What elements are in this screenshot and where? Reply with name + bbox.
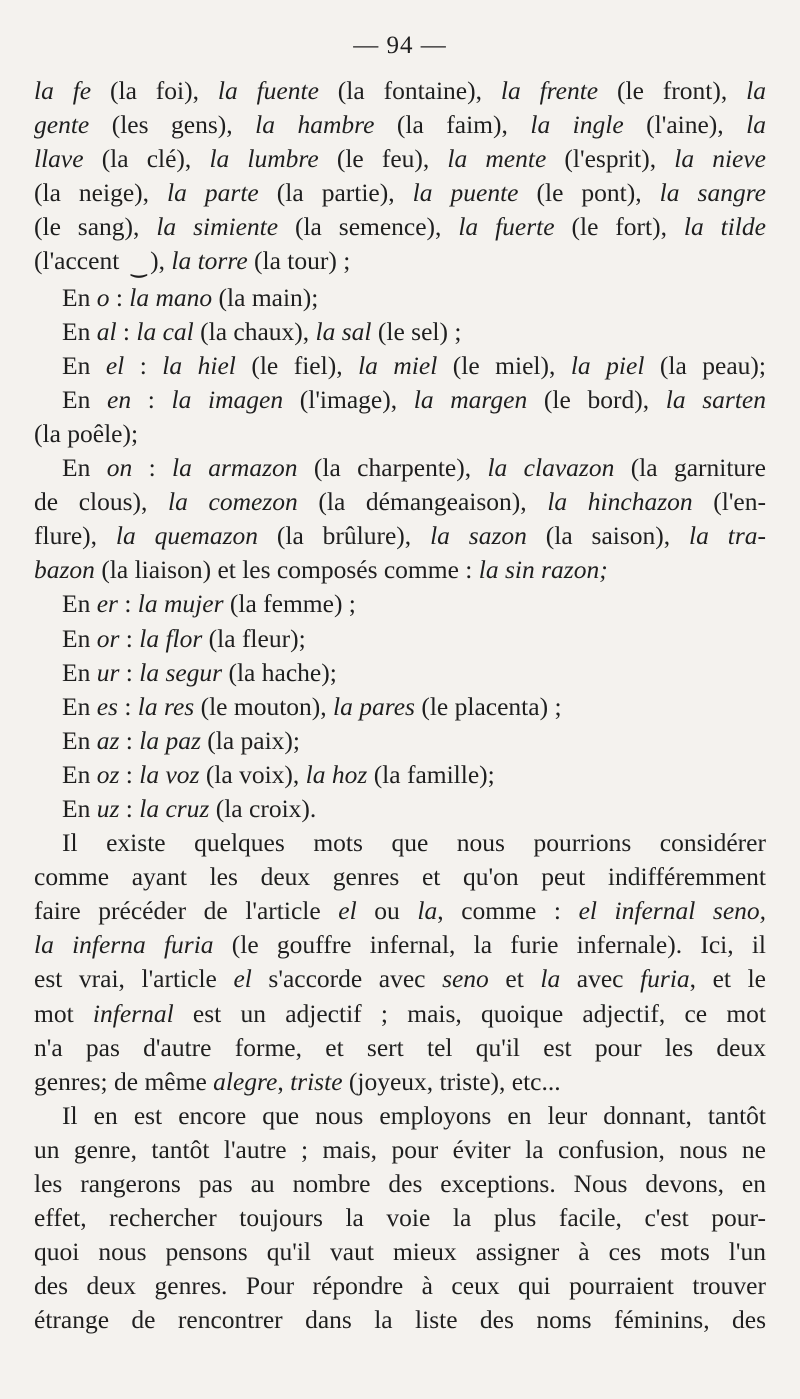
italic-term: el infernal seno, [578,896,767,926]
italic-term: la margen [413,384,528,414]
text-line [34,622,766,656]
italic-term: az [96,725,120,755]
text-line [34,656,766,690]
text-run: , et le [689,964,766,994]
italic-term: la flor [139,623,203,653]
text-run: (le pont), [518,178,660,208]
text-run: (la démangeaison), [297,487,548,517]
italic-term: la pares [333,691,415,721]
text-run: (l'en- [692,487,766,517]
text-run: (le front), [598,76,747,105]
italic-term: la nieve [674,144,766,174]
text-run: flure), [34,521,116,551]
text-run: quoi nous pensons qu'il vaut mieux assigner à ces mots l'un [34,1237,766,1267]
text-run: (le mouton), [194,691,334,721]
text-run: En [62,589,97,619]
italic-term: la [417,896,438,926]
text-run: Il existe quelques mots que nous pourrions considérer [62,828,766,858]
text-run: (la charpente), [297,453,488,483]
italic-term: la paz [139,725,201,755]
text-run: : [119,725,140,755]
text-run: (la garniture [614,453,766,483]
italic-term: la fuente [217,76,319,105]
italic-term: la simiente [156,212,279,242]
italic-term: la torre [171,246,248,276]
text-line [34,74,766,108]
text-run: En [62,623,97,653]
text-run: (le fiel), [235,350,359,380]
text-run: (la peau); [644,350,766,380]
text-line [34,383,766,417]
text-run: (la saison), [526,521,690,551]
italic-term: la cal [136,316,194,346]
text-run: (la partie), [258,178,413,208]
italic-term: la puente [412,178,519,208]
text-run: mot [34,998,93,1028]
italic-term: la tra- [689,521,766,551]
text-line [34,894,766,928]
text-line [34,210,766,244]
text-run: : [109,282,130,312]
text-run: ou [356,896,418,926]
text-run: (l'accent [34,246,126,276]
text-line [34,485,766,519]
text-run: En [62,384,107,414]
text-run: (le bord), [527,384,666,414]
italic-term: infernal [92,998,174,1028]
italic-term: la hambre [255,110,375,140]
italic-term: en [107,384,132,414]
text-run: En [62,282,97,312]
text-run: n'a pas d'autre forme, et sert tel qu'il est pour les deux [34,1032,766,1062]
italic-term: seno [442,964,489,994]
italic-term: la clavazon [487,453,615,483]
italic-term: la cruz [139,793,210,823]
italic-term: la fe [34,76,92,105]
italic-term: la mano [129,282,213,312]
text-line [34,1099,766,1133]
text-line [34,928,766,962]
text-line [34,1133,766,1167]
italic-term: or [96,623,120,653]
italic-term: la inferna furia [34,930,214,960]
text-run: des deux genres. Pour répondre à ceux qui pourraient trouver [34,1271,766,1301]
text-run: (le placenta) ; [414,691,562,721]
text-run: (la hache); [222,657,337,687]
text-run: (le feu), [318,144,448,174]
text-line [34,244,766,280]
italic-term: la hiel [162,350,236,380]
text-run: (la croix). [209,793,317,823]
text-run: ), [150,246,172,276]
italic-term: oz [96,759,120,789]
italic-term: gente [34,110,90,140]
text-line [34,1303,766,1337]
italic-term: la armazon [172,453,298,483]
italic-term: on [106,453,133,483]
text-run: (la tour) ; [247,246,351,276]
text-run: Il en est encore que nous employons en leur donnant, tantôt [62,1100,766,1130]
body-text [34,74,766,1337]
text-run: (la neige), [34,178,168,208]
text-run: (la faim), [374,110,531,140]
text-run: : [117,691,138,721]
italic-term: la [746,76,766,105]
italic-term: alegre [213,1066,278,1096]
italic-term: la sal [315,316,372,346]
text-line [34,758,766,792]
text-line [34,1167,766,1201]
text-run: (la chaux), [193,316,316,346]
italic-term: la frente [500,76,599,105]
italic-term: furia [640,964,690,994]
italic-term: ur [96,657,120,687]
italic-term: la voz [139,759,200,789]
text-run: , comme : [437,896,579,926]
text-line [34,587,766,621]
text-line [34,281,766,315]
text-run: En [62,453,107,483]
italic-term: la imagen [171,384,284,414]
italic-term: triste [290,1066,343,1096]
text-line [34,962,766,996]
text-run: (la famille); [367,759,495,789]
text-run: En [62,316,97,346]
text-run: (la voix), [199,759,306,789]
text-line [34,553,766,587]
text-run: (le miel), [437,350,571,380]
text-run: (la paix); [200,725,300,755]
text-run: (l'image), [283,384,414,414]
text-run: et [488,964,541,994]
text-run: : [119,657,140,687]
italic-term: la miel [358,350,438,380]
text-run: En [62,691,97,721]
italic-term: la sazon [430,521,527,551]
italic-term: la res [137,691,195,721]
text-line [34,176,766,210]
italic-term: la sarten [665,384,767,414]
text-run: (la foi), [91,76,218,105]
text-run: : [117,589,138,619]
text-run: En [62,759,97,789]
text-line [34,1269,766,1303]
text-run: En [62,350,106,380]
page-number: — 94 — [353,32,447,59]
italic-term: la quemazon [115,521,259,551]
text-run: : [119,793,140,823]
text-run: , [277,1066,291,1096]
text-line [34,349,766,383]
text-line [34,108,766,142]
italic-term: la comezon [168,487,298,517]
tilde-accent-mark: ‿ [131,257,147,278]
italic-term: la segur [139,657,223,687]
text-run: (la fontaine), [318,76,501,105]
text-run: (le fort), [554,212,684,242]
text-run: genres; de même [34,1066,214,1096]
text-line [34,826,766,860]
italic-term: la [746,110,766,140]
text-line [34,417,766,451]
text-line [34,1235,766,1269]
italic-term: es [96,691,118,721]
italic-term: el [233,964,252,994]
text-run: : [132,453,173,483]
italic-term: er [96,589,118,619]
italic-term: la tilde [683,212,766,242]
italic-term: la piel [570,350,645,380]
text-run: (la liaison) et les composés comme : [94,555,479,585]
italic-term: el [338,896,357,926]
italic-term: la mente [447,144,547,174]
text-run: (la brûlure), [258,521,431,551]
text-run: En [62,657,97,687]
text-line [34,315,766,349]
text-line [34,1031,766,1065]
text-run: (la semence), [278,212,459,242]
text-run: : [131,384,172,414]
italic-term: al [96,316,117,346]
italic-term: o [96,282,110,312]
text-line [34,860,766,894]
text-run: est un adjectif ; mais, quoique adjectif, ce mot [173,998,767,1028]
text-run: En [62,793,97,823]
text-run: (l'aine), [623,110,747,140]
text-run: (le sel) ; [371,316,462,346]
text-run: s'accorde avec [251,964,443,994]
text-run: (les gens), [89,110,256,140]
text-run: : [119,623,140,653]
italic-term: la [540,964,561,994]
text-run: (la clé), [83,144,210,174]
text-run: (la poêle); [34,418,139,448]
text-line [34,690,766,724]
text-run: (la fleur); [202,623,306,653]
text-line [34,792,766,826]
italic-term: la ingle [530,110,624,140]
italic-term: bazon [34,555,95,585]
text-run: : [119,759,140,789]
text-run: (la main); [212,282,319,312]
text-run: étrange de rencontrer dans la liste des noms féminins, des [34,1305,766,1335]
italic-term: la lumbre [209,144,319,174]
text-run: est vrai, l'article [34,964,234,994]
text-run: comme ayant les deux genres et qu'on peut indifféremment [34,862,766,892]
italic-term: la sangre [659,178,767,208]
text-line [34,451,766,485]
text-line [34,997,766,1031]
text-run: effet, rechercher toujours la voie la plus facile, c'est pour- [34,1203,766,1233]
text-run: : [124,350,163,380]
text-line [34,1065,766,1099]
text-run: un genre, tantôt l'autre ; mais, pour éviter la confusion, nous ne [34,1134,766,1164]
italic-term: la parte [167,178,259,208]
italic-term: uz [96,793,120,823]
text-run: (joyeux, triste), etc... [342,1066,561,1096]
text-line [34,142,766,176]
text-run: (le sang), [34,212,157,242]
italic-term: llave [34,144,84,174]
text-run: faire précéder de l'article [34,896,339,926]
text-line [34,519,766,553]
text-run: les rangerons pas au nombre des exceptions. Nous devons, en [34,1169,766,1198]
italic-term: la fuerte [458,212,555,242]
text-run: En [62,725,97,755]
italic-term: la hinchazon [547,487,693,517]
italic-term: la sin razon; [478,555,608,585]
italic-term: la hoz [305,759,368,789]
text-run: (le gouffre infernal, la furie infernale). Ici, il [213,930,767,960]
text-line [34,1201,766,1235]
text-run: : [116,316,137,346]
text-line [34,724,766,758]
italic-term: la mujer [137,589,224,619]
text-run: (la femme) ; [223,589,356,619]
italic-term: el [105,350,125,380]
text-run: (l'esprit), [546,144,675,174]
text-run: avec [560,964,641,994]
text-run: de clous), [34,487,169,517]
